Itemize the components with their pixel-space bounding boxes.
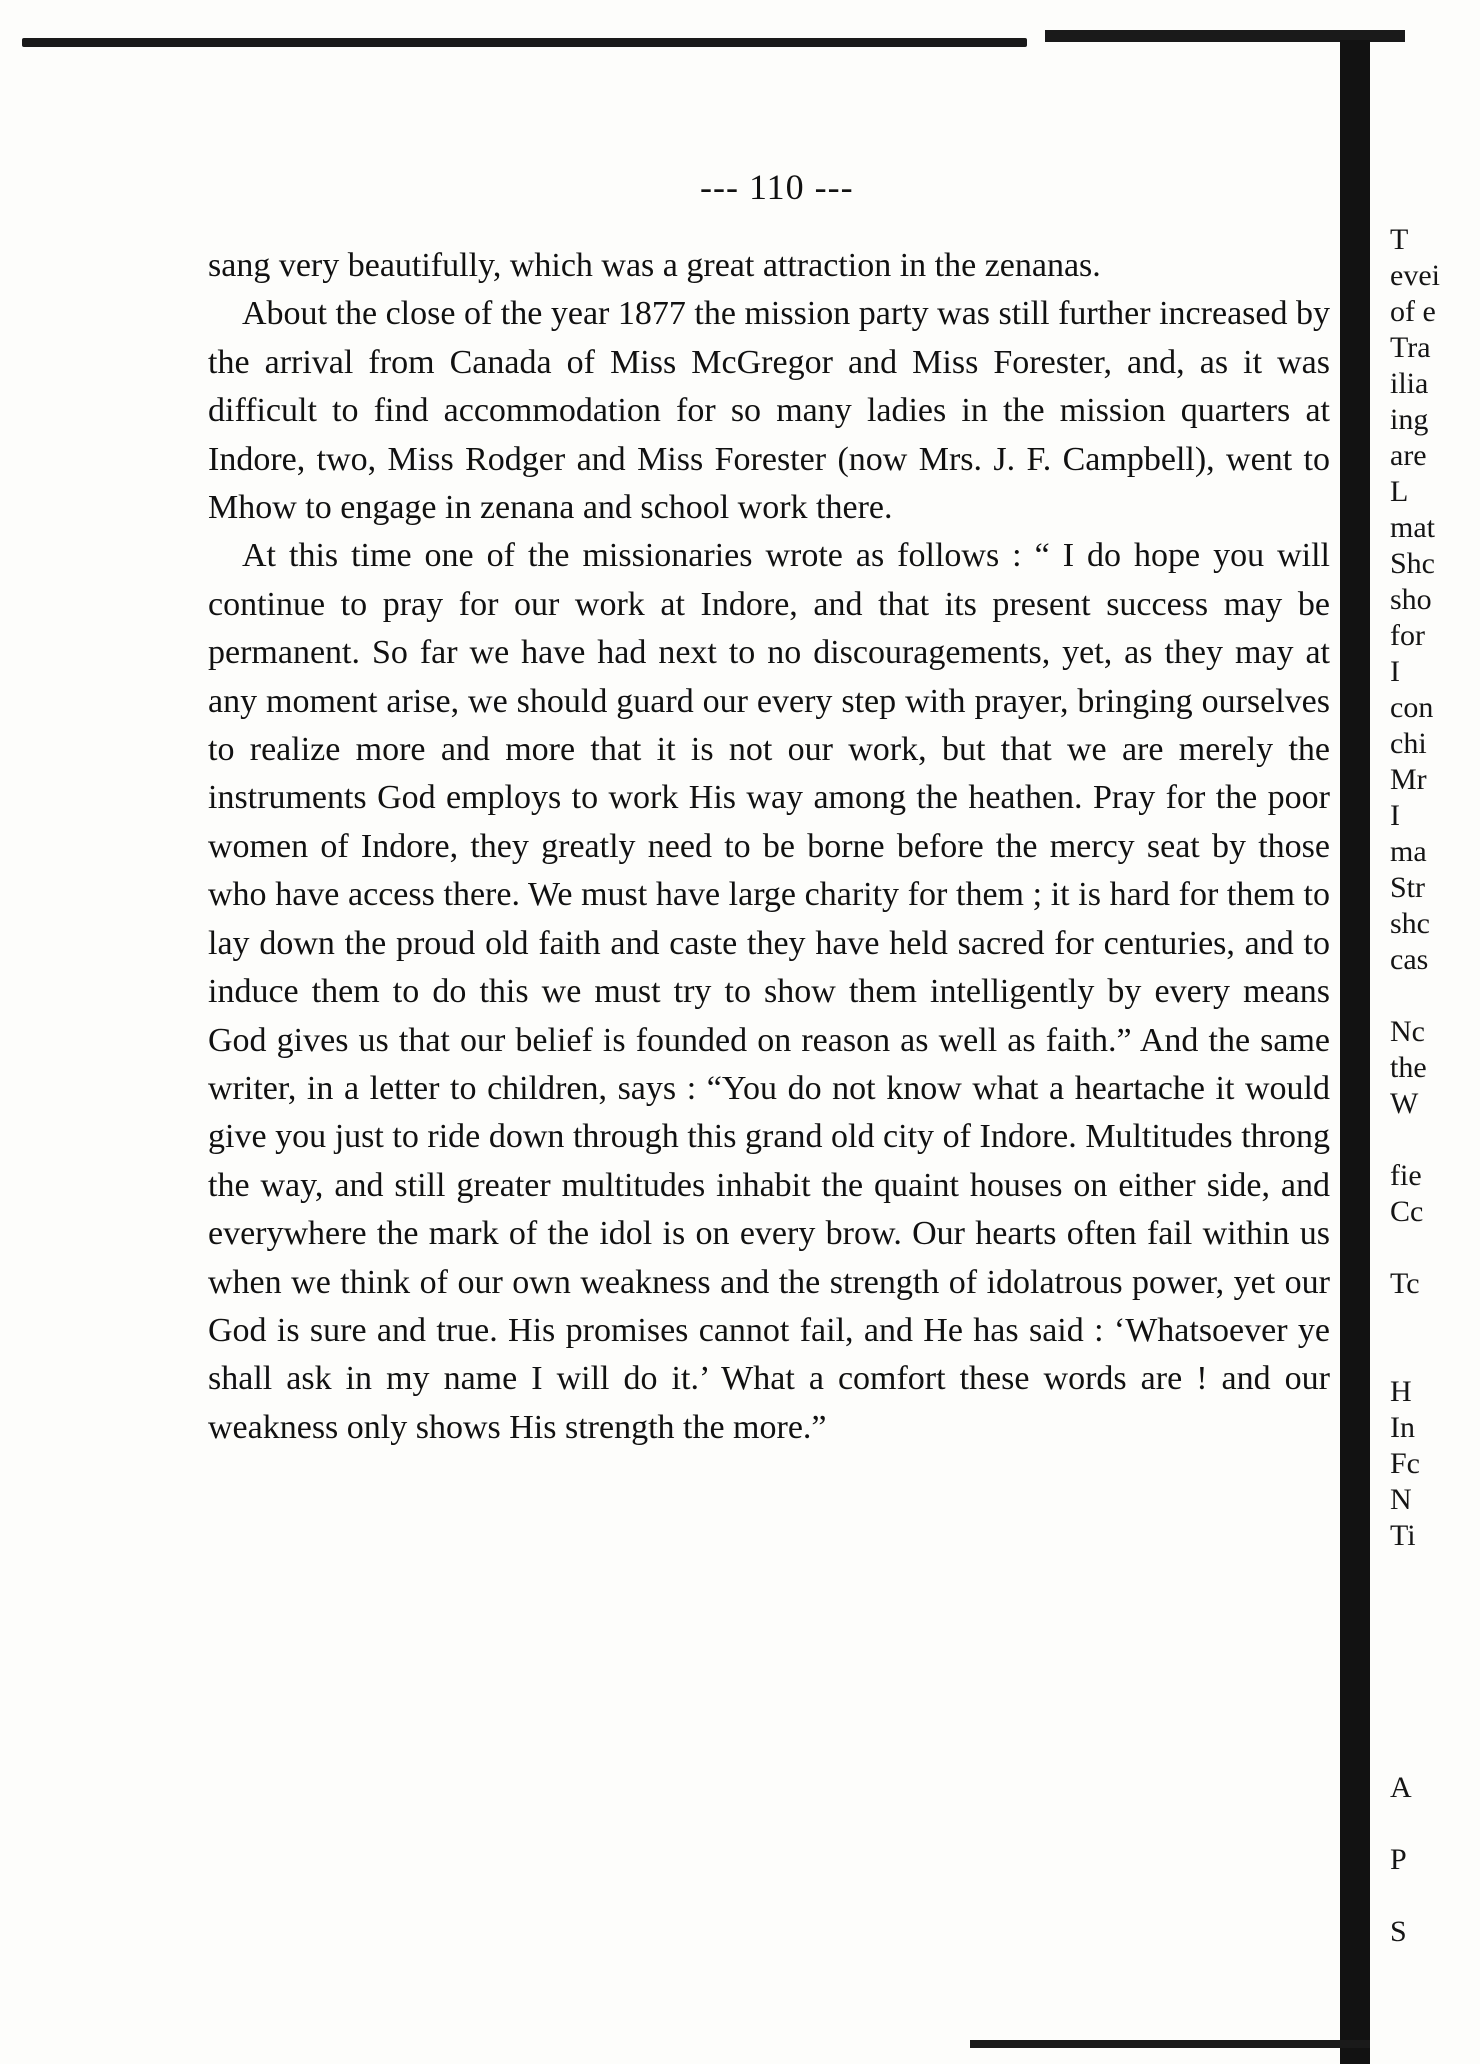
margin-fragment	[1390, 1662, 1460, 1698]
margin-fragment	[1390, 1806, 1460, 1842]
margin-fragment: W	[1390, 1087, 1419, 1120]
margin-fragment: H	[1390, 1375, 1412, 1408]
body-text	[208, 242, 1330, 1452]
margin-fragment: cas	[1390, 943, 1429, 976]
margin-fragment: Nc	[1390, 1015, 1425, 1048]
margin-fragment: A	[1390, 1771, 1412, 1804]
margin-fragment: L	[1390, 475, 1409, 508]
margin-fragment: for	[1390, 619, 1425, 652]
margin-fragment	[1390, 1122, 1460, 1158]
margin-fragment: chi	[1390, 727, 1427, 760]
margin-fragment: ilia	[1390, 367, 1429, 400]
margin-fragment: Fc	[1390, 1447, 1420, 1480]
margin-fragment	[1390, 1338, 1460, 1374]
margin-fragment: sho	[1390, 583, 1432, 616]
paragraph-continuation: sang very beautifully, which was a great attraction in the zenanas.	[208, 247, 1101, 284]
margin-fragment	[1390, 1734, 1460, 1770]
margin-fragment	[1390, 978, 1460, 1014]
margin-fragment: Str	[1390, 871, 1426, 904]
top-rule	[22, 38, 1027, 47]
margin-fragment: In	[1390, 1411, 1415, 1444]
margin-fragment: Mr	[1390, 763, 1427, 796]
margin-fragment: ma	[1390, 835, 1427, 868]
margin-fragment	[1390, 1878, 1460, 1914]
margin-fragment	[1390, 1302, 1460, 1338]
margin-fragment: the	[1390, 1051, 1427, 1084]
margin-fragment	[1390, 1698, 1460, 1734]
page-number: --- 110 ---	[700, 167, 854, 207]
margin-fragment: Shc	[1390, 547, 1435, 580]
paragraph-missionary-letter: At this time one of the missionaries wrote as follows : “ I do hope you will continue to pray for our work at Indore, and that its present success may be permanent. So far we have had next to no discouragements, yet, as they may at any moment arise, we should guard our every step with prayer, bringing ourselves to realize more and more that it is not our work, but that we are merely the instruments God employs to work His way among the heathen. Pray for the poor women of Indore, they greatly need to be borne before the mercy seat by those who have access there. We must have large charity for them ; it is hard for them to lay down the proud old faith and caste they have held sacred for centuries, and to induce them to do this we must try to show them intelligently by every means God gives us that our belief is founded on reason as well as faith.” And the same writer, in a letter to children, says : “You do not know what a heartache it would give you just to ride down through this grand old city of Indore. Multitudes throng the way, and still greater multitudes inhabit the quaint houses on either side, and everywhere the mark of the idol is on every brow. Our hearts often fail within us when we think of our own weakness and the strength of idolatrous power, yet our God is sure and true. His promises cannot fail, and He has said : ‘Whatsoever ye shall ask in my name I will do it.’ What a comfort these words are ! and our weakness only shows His strength the more.”	[208, 537, 1330, 1446]
margin-fragment: I	[1390, 799, 1400, 832]
margin-fragment: T	[1390, 223, 1409, 256]
margin-fragment: N	[1390, 1483, 1412, 1516]
margin-fragment	[1390, 1590, 1460, 1626]
margin-fragment: evei	[1390, 259, 1440, 292]
margin-fragment: are	[1390, 439, 1427, 472]
margin-fragment: ing	[1390, 403, 1429, 436]
margin-fragment: P	[1390, 1843, 1407, 1876]
margin-fragment: Cc	[1390, 1195, 1424, 1228]
margin-fragment: mat	[1390, 511, 1435, 544]
margin-fragment	[1390, 1626, 1460, 1662]
paragraph-mission-party: About the close of the year 1877 the mission party was still further increased by the arrival from Canada of Miss McGregor and Miss Forester, and, as it was difficult to find accommodation for so many ladies in the mission quarters at Indore, two, Miss Rodger and Miss Forester (now Mrs. J. F. Campbell), went to Mhow to engage in zenana and school work there.	[208, 295, 1330, 527]
margin-fragment: I	[1390, 655, 1400, 688]
margin-fragment	[1390, 1554, 1460, 1590]
margin-fragment: of e	[1390, 295, 1436, 328]
margin-fragment: fie	[1390, 1159, 1422, 1192]
margin-fragment: S	[1390, 1915, 1407, 1948]
margin-fragment: Tra	[1390, 331, 1431, 364]
margin-fragment: Ti	[1390, 1519, 1416, 1552]
margin-fragment	[1390, 1230, 1460, 1266]
binding-gutter	[1340, 40, 1370, 2064]
margin-fragment: Tc	[1390, 1267, 1420, 1300]
margin-fragment: shc	[1390, 907, 1430, 940]
margin-fragment: con	[1390, 691, 1434, 724]
facing-page-fragments	[1390, 222, 1460, 1950]
bottom-rule	[970, 2040, 1370, 2048]
